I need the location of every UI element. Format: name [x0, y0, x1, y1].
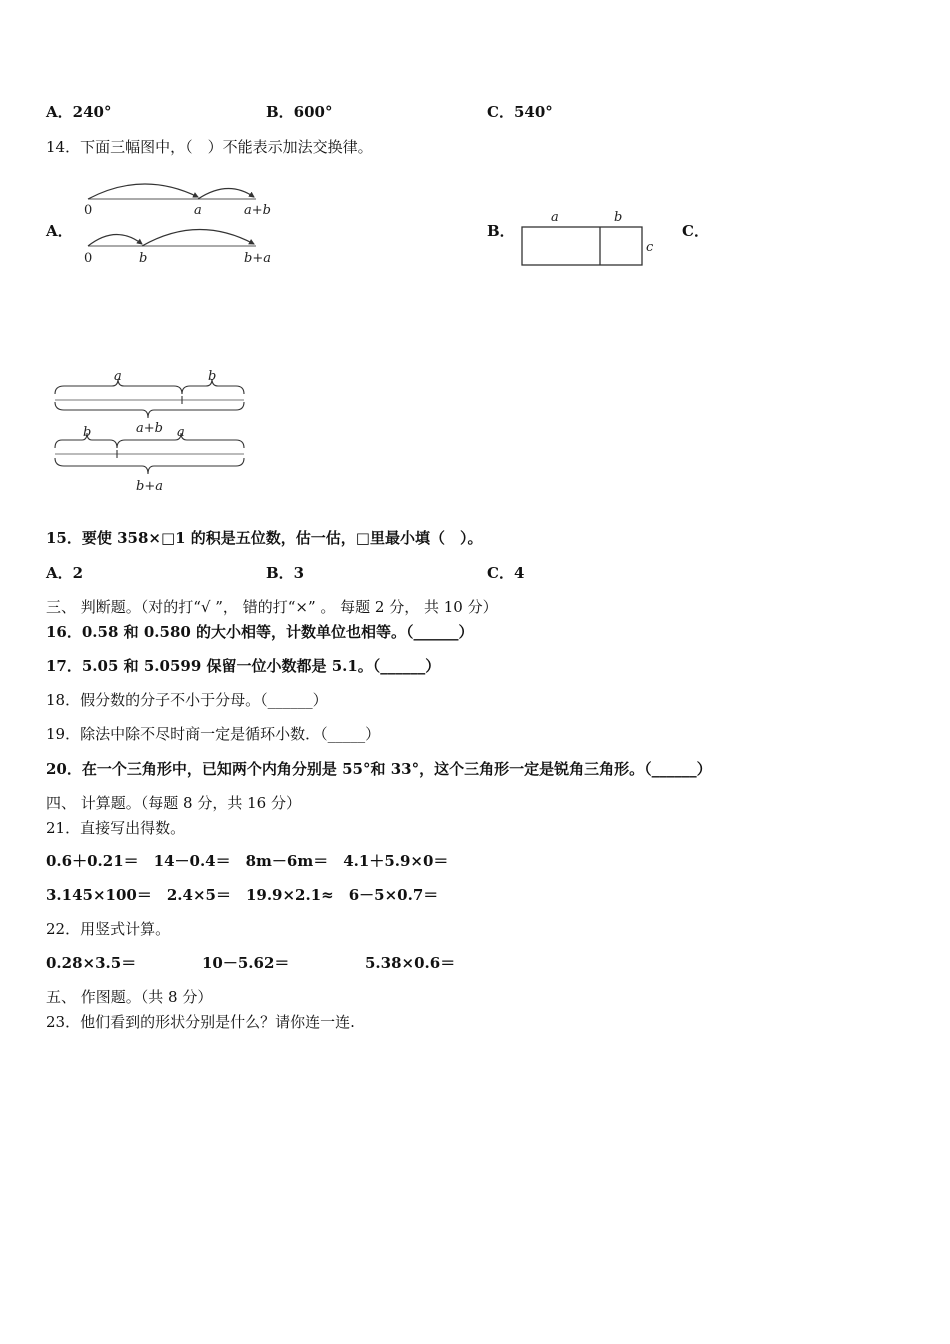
q14-label-c: C．	[682, 222, 709, 240]
q15-stem: 15．要使 358×□1 的积是五位数，估一估，□里最小填（ ）。	[46, 529, 483, 547]
q22-item-3: 5.38×0.6＝	[365, 954, 456, 972]
fig-a-top-sum: a+b	[244, 203, 271, 218]
q13-option-c: C．540°	[487, 103, 553, 121]
fig-b-label-b: b	[614, 210, 623, 225]
fig-c-bottom-b: b	[83, 425, 92, 440]
q22-item-2: 10－5.62＝	[202, 954, 290, 972]
q14-figure-c	[50, 366, 250, 498]
q21-row2: 3.145×100＝ 2.4×5＝ 19.9×2.1≈ 6－5×0.7＝	[46, 886, 439, 904]
q21-stem: 21．直接写出得数。	[46, 819, 186, 837]
fig-c-top-a: a	[114, 369, 122, 384]
fig-b-label-a: a	[551, 210, 559, 225]
fig-c-top-b: b	[208, 369, 217, 384]
q14-figure-a	[78, 174, 278, 270]
fig-c-top-sum: a+b	[136, 421, 163, 436]
q13-option-a: A．240°	[46, 103, 112, 121]
fig-c-bottom-a: a	[177, 425, 185, 440]
q15-option-c: C．4	[487, 564, 525, 582]
fig-a-top-a: a	[194, 203, 202, 218]
q23-stem: 23．他们看到的形状分别是什么？请你连一连.	[46, 1013, 355, 1031]
fig-a-bottom-0: 0	[84, 251, 93, 266]
fig-a-top-0: 0	[84, 203, 93, 218]
q14-stem: 14．下面三幅图中，（ ）不能表示加法交换律。	[46, 138, 373, 156]
q21-row1: 0.6＋0.21＝ 14－0.4＝ 8m－6m＝ 4.1＋5.9×0＝	[46, 852, 449, 870]
q22-stem: 22．用竖式计算。	[46, 920, 171, 938]
q15-option-a: A．2	[46, 564, 84, 582]
q16: 16．0.58 和 0.580 的大小相等，计数单位也相等。（______）	[46, 623, 474, 641]
q14-label-a: A．	[46, 222, 73, 240]
fig-c-bottom-sum: b+a	[136, 479, 163, 494]
q19: 19．除法中除不尽时商一定是循环小数．（_____）	[46, 725, 381, 743]
fig-a-bottom-b: b	[139, 251, 148, 266]
q20: 20．在一个三角形中，已知两个内角分别是 55°和 33°，这个三角形一定是锐角三角形。（______）	[46, 760, 712, 778]
fig-b-label-c: c	[646, 240, 654, 255]
q22-item-1: 0.28×3.5＝	[46, 954, 137, 972]
q14-label-b: B．	[487, 222, 515, 240]
section5-title: 五、 作图题。（共 8 分）	[46, 988, 213, 1006]
section4-title: 四、 计算题。（每题 8 分，共 16 分）	[46, 794, 301, 812]
q15-option-b: B．3	[266, 564, 305, 582]
q18: 18．假分数的分子不小于分母。（______）	[46, 691, 328, 709]
section3-title: 三、 判断题。（对的打“√ ”， 错的打“×” 。 每题 2 分， 共 10 分）	[46, 598, 498, 616]
fig-a-bottom-sum: b+a	[244, 251, 271, 266]
q13-option-b: B．600°	[266, 103, 333, 121]
q17: 17．5.05 和 5.0599 保留一位小数都是 5.1。（______）	[46, 657, 441, 675]
q14-figure-b	[515, 205, 665, 271]
